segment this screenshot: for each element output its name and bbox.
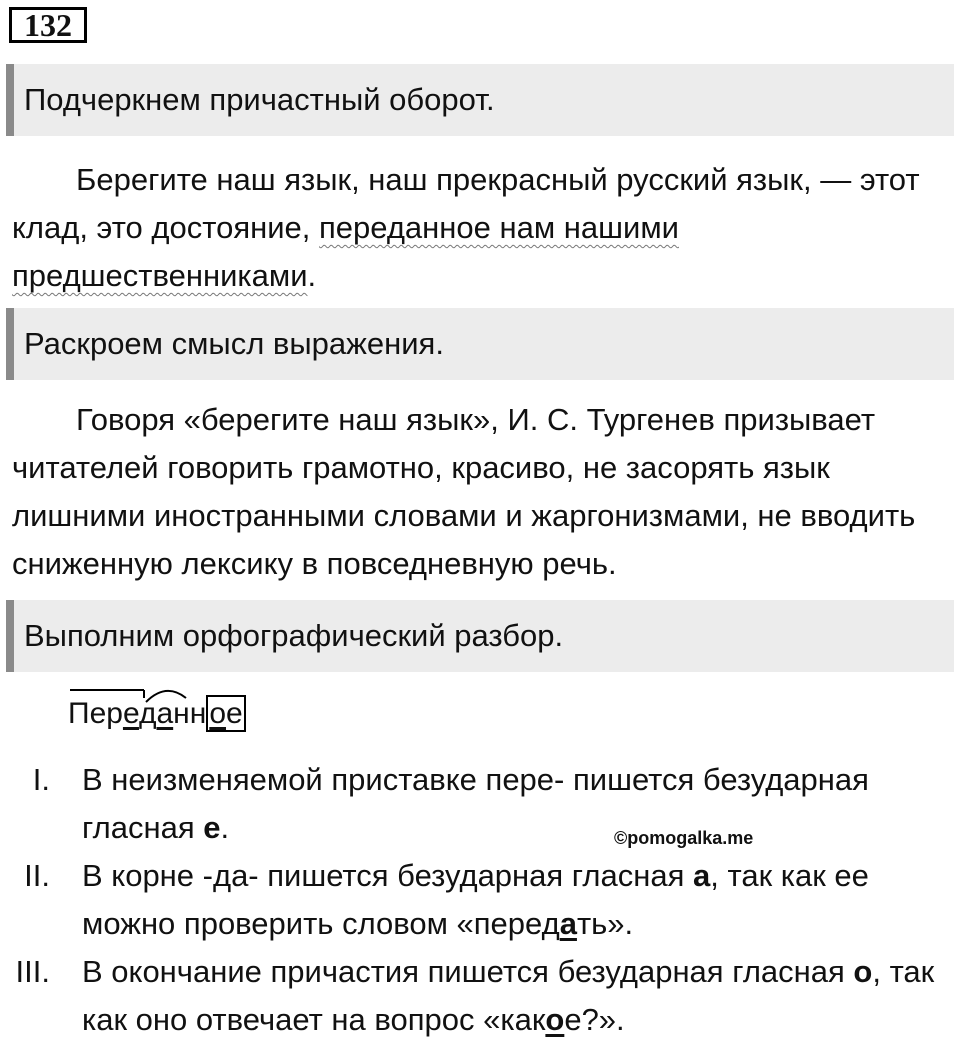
heading-meaning: Раскроем смысл выражения. — [6, 308, 954, 380]
list-number: III. — [15, 954, 50, 989]
watermark: ©pomogalka.me — [614, 828, 754, 848]
word-analysis — [68, 680, 268, 740]
task-number: 132 — [9, 7, 87, 43]
word-ending — [206, 695, 245, 732]
quote-paragraph — [12, 156, 942, 300]
meaning-paragraph: Говоря «берегите наш язык», И. С. Тургенев призывает читателей говорить грамотно, красиво, не засорять язык лишними иностранными словами и жаргонизмами, не вводить сниженную лексику в повседневную речь. — [12, 402, 916, 581]
participle-phrase-underlined: переданное нам нашими предшественниками — [12, 210, 679, 293]
word-root-consonant: д — [138, 697, 157, 730]
word-prefix-start: Пер — [68, 697, 123, 730]
list-number: I. — [32, 762, 50, 797]
list-text: В корне -да- пишется безударная гласная а, так как ее можно проверить словом «передать». — [82, 858, 869, 941]
word-ending-vowel: о — [209, 697, 226, 730]
word-root-vowel: а — [156, 697, 174, 730]
quote-end: . — [307, 258, 317, 293]
list-number: II. — [24, 858, 50, 893]
heading-spelling: Выполним орфографический разбор. — [6, 600, 954, 672]
word-text — [68, 696, 246, 732]
heading-participle-phrase: Подчеркнем причастный оборот. — [6, 64, 954, 136]
word-suffix: нн — [173, 697, 207, 730]
quote-text: Берегите наш язык, наш прекрасный русский язык, — этот клад, это достояние, — [12, 162, 920, 245]
list-text: В окончание причастия пишется безударная гласная о, так как оно отвечает на вопрос «какое?». — [82, 954, 935, 1037]
list-text: В неизменяемой приставке пере- пишется безударная гласная е. — [82, 762, 869, 845]
word-ending-rest: е — [226, 697, 243, 730]
word-prefix-vowel: е — [122, 697, 139, 730]
